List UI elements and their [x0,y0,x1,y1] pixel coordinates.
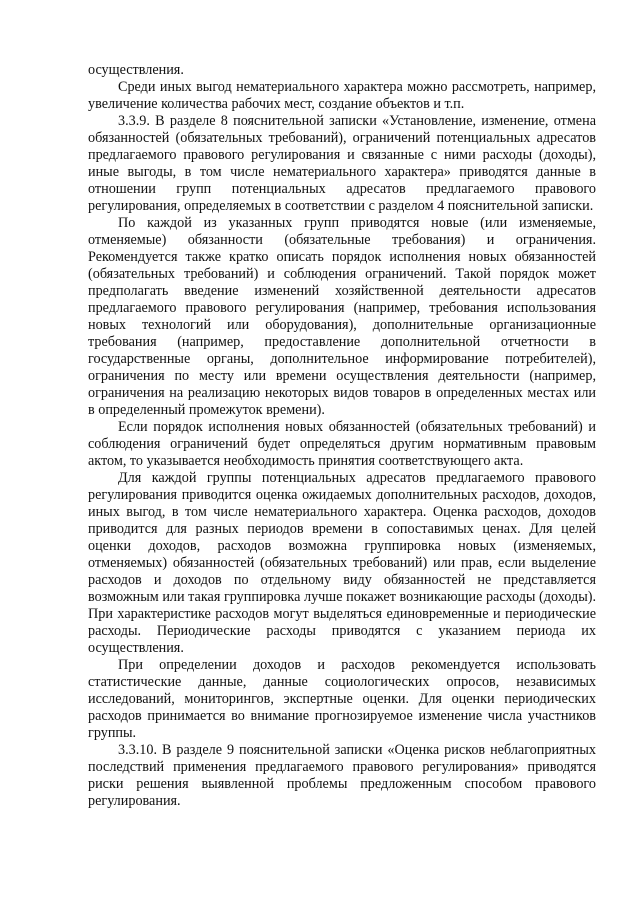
paragraph-obligations: По каждой из указанных групп приводятся новые (или изменяемые, отменяемые) обязанности (обязательные требования) и ограничения. Рекомендуется также кратко описать порядок исполнения новых обязанностей (обязательных требований) и соблюдения ограничений. Такой порядок может предполагать введение изменений хозяйственной деятельности адресатов предлагаемого правового регулирования (например, требования использования новых технологий или оборудования), дополнительные организационные требования (например, предоставление дополнительной отчетности в государственные органы, дополнительное информирование потребителей), ограничения по месту или времени осуществления деятельности (например, ограничения на реализацию некоторых видов товаров в определенных местах или в определенный промежуток времени). [88,215,596,418]
paragraph-3-3-10: 3.3.10. В разделе 9 пояснительной записки «Оценка рисков неблагоприятных последствий применения предлагаемого правового регулирования» приводятся риски решения выявленной проблемы предложенным способом правового регулирования. [88,742,596,809]
paragraph-data-sources: При определении доходов и расходов рекомендуется использовать статистические данные, данные социологических опросов, независимых исследований, мониторингов, экспертные оценки. Для оценки периодических расходов принимается во внимание прогнозируемое изменение числа участников группы. [88,657,596,741]
paragraph-continuation: осуществления. [88,62,184,78]
paragraph-other-benefits: Среди иных выгод нематериального характера можно рассмотреть, например, увеличение количества рабочих мест, создание объектов и т.п. [88,79,596,112]
paragraph-cost-assessment: Для каждой группы потенциальных адресатов предлагаемого правового регулирования приводится оценка ожидаемых дополнительных расходов, доходов, иных выгод, в том числе нематериального характера. Оценка расходов, доходов приводится для разных периодов времени в сопоставимых ценах. Для целей оценки доходов, расходов возможна группировка новых (изменяемых, отменяемых) обязанностей (обязательных требований) или прав, если выделение расходов и доходов по отдельному виду обязанностей не представляется возможным или такая группировка лучше покажет возникающие расходы (доходы). При характеристике расходов могут выделяться единовременные и периодические расходы. Периодические расходы приводятся с указанием периода их осуществления. [88,470,596,656]
paragraph-3-3-9: 3.3.9. В разделе 8 пояснительной записки «Установление, изменение, отмена обязанностей (обязательных требований), ограничений потенциальных адресатов предлагаемого правового регулирования и связанные с ними расходы (доходы), иные выгоды, в том числе нематериального характера» приводятся данные в отношении групп потенциальных адресатов предлагаемого правового регулирования, определяемых в соответствии с разделом 4 пояснительной записки. [88,113,596,214]
paragraph-other-act: Если порядок исполнения новых обязанностей (обязательных требований) и соблюдения ограничений будет определяться другим нормативным правовым актом, то указывается необходимость принятия соответствующего акта. [88,419,596,469]
